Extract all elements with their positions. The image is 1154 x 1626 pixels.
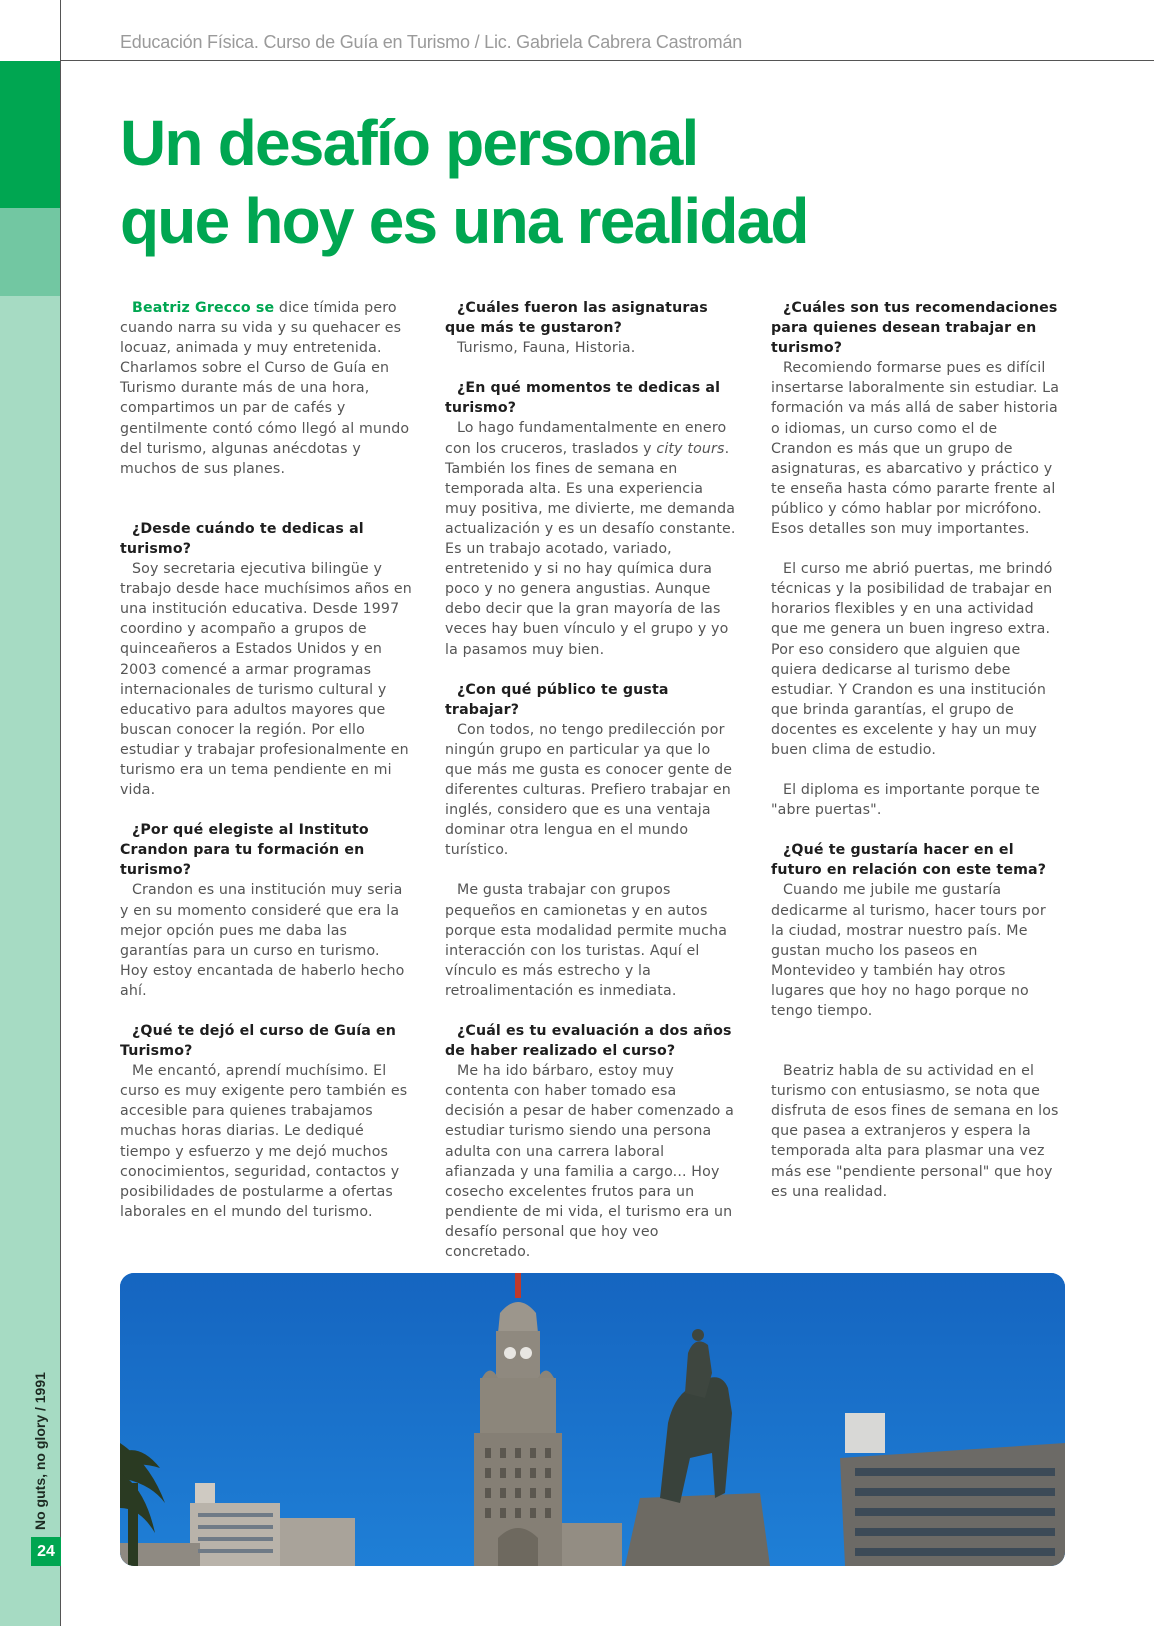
answer-text: Lo hago fundamentalmente en enero con los cruceros, traslados y bbox=[445, 420, 727, 457]
page-number: 24 bbox=[31, 1537, 61, 1566]
answer: Me gusta trabajar con grupos pequeños en camionetas y en autos porque esta modalidad permite mucha interacción con los turistas. Aquí el vínculo es más estrecho y la retroalimentación es inmediata. bbox=[445, 882, 728, 999]
answer-text: . También los fines de semana en temporada alta. Es una experiencia muy positiva, me divierte, me demanda actualización y es un desafío constante. Es un trabajo acotado, variado, entretenido y si no hay química dura poco y no genera angustias. Aunque debo decir que la gran mayoría de las veces hay buen vínculo y el grupo y yo la pasamos muy bien. bbox=[445, 440, 736, 658]
sidebar-vertical-motto: No guts, no glory / 1991 bbox=[32, 1372, 48, 1530]
running-header: Educación Física. Curso de Guía en Turismo / Lic. Gabriela Cabrera Castromán bbox=[120, 32, 743, 52]
intro-paragraph bbox=[120, 298, 412, 479]
question: ¿Por qué elegiste al Instituto Crandon para tu formación en turismo? bbox=[120, 822, 369, 879]
sidebar-light-band bbox=[0, 296, 61, 1626]
answer: Cuando me jubile me gustaría dedicarme al turismo, hacer tours por la ciudad, mostrar nuestro país. Me gustan mucho los paseos en Montevideo y también hay otros lugares que hoy no hago porque no tengo tiempo. bbox=[771, 882, 1046, 1019]
article-column-2 bbox=[445, 298, 737, 1262]
title-line-2: que hoy es una realidad bbox=[120, 185, 808, 257]
intro-lead: Beatriz Grecco se bbox=[132, 300, 275, 316]
article-column-1 bbox=[120, 298, 412, 1222]
question: ¿En qué momentos te dedicas al turismo? bbox=[445, 380, 721, 417]
question: ¿Cuál es tu evaluación a dos años de haber realizado el curso? bbox=[445, 1023, 732, 1060]
sidebar-dark-band bbox=[0, 61, 61, 208]
question: ¿Qué te dejó el curso de Guía en Turismo? bbox=[120, 1023, 397, 1060]
answer: Me encantó, aprendí muchísimo. El curso es muy exigente pero también es accesible para quienes trabajamos muchas horas diarias. Le dediqué tiempo y esfuerzo y me dejó muchos conocimientos, seguridad, contactos y posibilidades de postularme a ofertas laborales en el mundo del turismo. bbox=[120, 1063, 408, 1220]
answer: El diploma es importante porque te "abre puertas". bbox=[771, 782, 1040, 819]
answer: Crandon es una institución muy seria y en su momento consideré que era la mejor opción pues me daba las garantías para un curso en turismo. Hoy estoy encantada de haberlo hecho ahí. bbox=[120, 882, 405, 999]
photo-plaza-independencia bbox=[120, 1273, 1065, 1566]
photo-illustration bbox=[120, 1273, 1065, 1566]
title-line-1: Un desafío personal bbox=[120, 107, 698, 179]
question: ¿Qué te gustaría hacer en el futuro en relación con este tema? bbox=[771, 842, 1047, 879]
question: ¿Cuáles son tus recomendaciones para quienes desean trabajar en turismo? bbox=[771, 300, 1058, 357]
answer: El curso me abrió puertas, me brindó técnicas y la posibilidad de trabajar en horarios flexibles y en una actividad que me genera un buen ingreso extra. Por eso considero que alguien que quiera dedicarse al turismo debe estudiar. Y Crandon es una institución que brinda garantías, el grupo de docentes es excelente y hay un muy buen clima de estudio. bbox=[771, 561, 1053, 758]
vertical-rule bbox=[60, 0, 61, 1626]
answer: Con todos, no tengo predilección por ningún grupo en particular ya que lo que más me gusta es conocer gente de diferentes culturas. Prefiero trabajar en inglés, considero que es una ventaja dominar otra lengua en el mundo turístico. bbox=[445, 721, 733, 859]
question: ¿Cuáles fueron las asignaturas que más te gustaron? bbox=[445, 300, 708, 337]
header-rule bbox=[60, 60, 1154, 61]
answer: Soy secretaria ejecutiva bilingüe y trabajo desde hace muchísimos años en una institución educativa. Desde 1997 coordino y acompaño a grupos de quinceañeros a Estados Unidos y en 2003 comencé a armar programas internacionales de turismo cultural y educativo para adultos mayores que buscan conocer la región. Por ello estudiar y trabajar profesionalmente en turismo era un tema pendiente en mi vida. bbox=[120, 561, 412, 799]
answer bbox=[445, 418, 737, 659]
article-column-3 bbox=[771, 298, 1063, 1202]
answer: Turismo, Fauna, Historia. bbox=[457, 340, 636, 357]
question: ¿Con qué público te gusta trabajar? bbox=[445, 681, 669, 718]
sidebar-mid-band bbox=[0, 208, 61, 296]
answer: Me ha ido bárbaro, estoy muy contenta con haber tomado esa decisión a pesar de haber comenzado a estudiar turismo siendo una persona adulta con una carrera laboral afianzada y una familia a cargo... Hoy cosecho excelentes frutos para un pendiente de mi vida, el turismo era un desafío personal que hoy veo concretado. bbox=[445, 1063, 734, 1261]
sidebar bbox=[0, 0, 61, 1626]
answer-emphasis: city tours bbox=[656, 440, 725, 457]
intro-text: dice tímida pero cuando narra su vida y su quehacer es locuaz, animada y muy entretenida. Charlamos sobre el Curso de Guía en Turismo durante más de una hora, compartimos un par de cafés y gentilmente contó cómo llegó al mundo del turismo, algunas anécdotas y muchos de sus planes. bbox=[120, 300, 410, 477]
question: ¿Desde cuándo te dedicas al turismo? bbox=[120, 520, 364, 557]
answer: Recomiendo formarse pues es difícil insertarse laboralmente sin estudiar. La formación va más allá de saber historia o idiomas, un curso como el de Crandon es más que un grupo de asignaturas, es abarcativo y práctico y te enseña hasta cómo pararte frente al público y cómo hablar por micrófono. Esos detalles son muy importantes. bbox=[771, 360, 1060, 538]
page-title bbox=[120, 104, 808, 260]
closing-paragraph: Beatriz habla de su actividad en el turismo con entusiasmo, se nota que disfruta de esos fines de semana en los que pasea a extranjeros y espera la temporada alta para plasmar una vez más ese "pendiente personal" que hoy es una realidad. bbox=[771, 1063, 1059, 1200]
